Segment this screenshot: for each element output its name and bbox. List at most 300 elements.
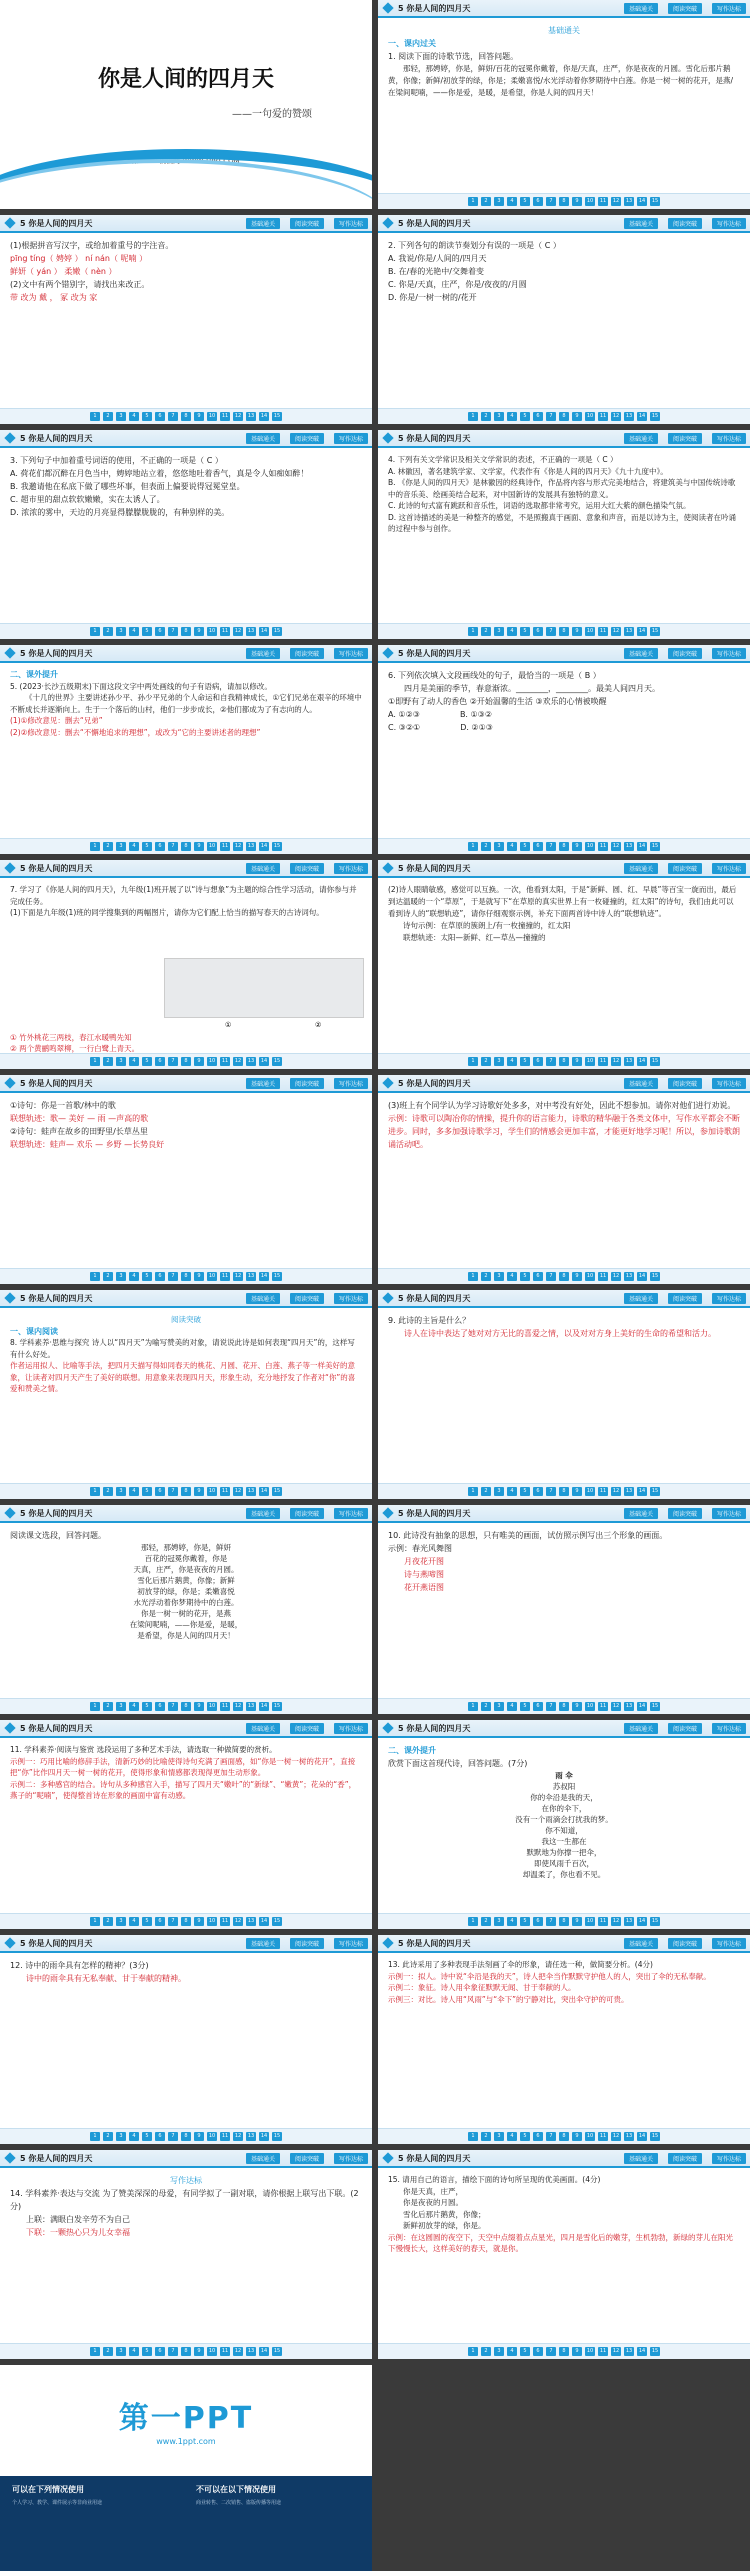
- page-button[interactable]: 13: [247, 2133, 255, 2139]
- tab-1[interactable]: 基础通关: [624, 1293, 658, 1304]
- page-button[interactable]: 12: [234, 1273, 242, 1279]
- page-button[interactable]: 13: [247, 1273, 255, 1279]
- page-button[interactable]: 14: [638, 198, 646, 204]
- page-button[interactable]: 7: [168, 1917, 178, 1926]
- tab-2[interactable]: 阅读突破: [290, 1723, 324, 1734]
- page-button[interactable]: 8: [181, 1917, 191, 1926]
- page-button[interactable]: 14: [638, 1058, 646, 1064]
- page-button[interactable]: 10: [586, 1703, 594, 1709]
- page-button[interactable]: 2: [481, 1487, 491, 1496]
- page-button[interactable]: 10: [208, 1058, 216, 1064]
- page-button[interactable]: 8: [181, 1272, 191, 1281]
- page-button[interactable]: 10: [208, 413, 216, 419]
- page-button[interactable]: 15: [651, 2348, 659, 2354]
- page-button[interactable]: 5: [142, 1057, 152, 1066]
- page-button[interactable]: 2: [103, 412, 113, 421]
- page-button[interactable]: 7: [546, 1917, 556, 1926]
- page-button[interactable]: 6: [533, 842, 543, 851]
- page-button[interactable]: 8: [181, 2347, 191, 2356]
- tab-3[interactable]: 写作达标: [334, 1938, 368, 1949]
- tab-2[interactable]: 阅读突破: [668, 3, 702, 14]
- page-button[interactable]: 1: [90, 627, 100, 636]
- page-button[interactable]: 10: [208, 628, 216, 634]
- page-button[interactable]: 5: [142, 2347, 152, 2356]
- page-button[interactable]: 1: [468, 2132, 478, 2141]
- page-button[interactable]: 12: [612, 1918, 620, 1924]
- page-button[interactable]: 11: [221, 413, 229, 419]
- page-button[interactable]: 9: [572, 1272, 582, 1281]
- page-button[interactable]: 2: [481, 1057, 491, 1066]
- page-button[interactable]: 13: [247, 628, 255, 634]
- page-button[interactable]: 6: [155, 1057, 165, 1066]
- page-button[interactable]: 13: [625, 1703, 633, 1709]
- page-button[interactable]: 14: [638, 1273, 646, 1279]
- page-button[interactable]: 5: [142, 1702, 152, 1711]
- page-button[interactable]: 10: [586, 2133, 594, 2139]
- page-button[interactable]: 12: [612, 1273, 620, 1279]
- tab-1[interactable]: 基础通关: [624, 648, 658, 659]
- page-button[interactable]: 1: [90, 1487, 100, 1496]
- page-button[interactable]: 9: [572, 627, 582, 636]
- page-button[interactable]: 6: [533, 1057, 543, 1066]
- page-button[interactable]: 12: [234, 2133, 242, 2139]
- page-button[interactable]: 10: [586, 2348, 594, 2354]
- page-button[interactable]: 5: [520, 197, 530, 206]
- tab-2[interactable]: 阅读突破: [290, 1293, 324, 1304]
- page-button[interactable]: 2: [481, 2132, 491, 2141]
- page-button[interactable]: 7: [546, 842, 556, 851]
- page-button[interactable]: 15: [651, 2133, 659, 2139]
- tab-2[interactable]: 阅读突破: [290, 648, 324, 659]
- page-button[interactable]: 1: [90, 1272, 100, 1281]
- page-button[interactable]: 1: [90, 1702, 100, 1711]
- page-button[interactable]: 4: [507, 1057, 517, 1066]
- page-button[interactable]: 11: [599, 1488, 607, 1494]
- page-button[interactable]: 2: [103, 1702, 113, 1711]
- tab-1[interactable]: 基础通关: [246, 648, 280, 659]
- page-button[interactable]: 2: [481, 1917, 491, 1926]
- page-button[interactable]: 8: [559, 627, 569, 636]
- page-button[interactable]: 3: [116, 1487, 126, 1496]
- page-button[interactable]: 12: [612, 1703, 620, 1709]
- tab-3[interactable]: 写作达标: [334, 648, 368, 659]
- page-button[interactable]: 15: [273, 413, 281, 419]
- page-button[interactable]: 3: [116, 1917, 126, 1926]
- tab-1[interactable]: 基础通关: [624, 433, 658, 444]
- page-button[interactable]: 12: [234, 2348, 242, 2354]
- tab-3[interactable]: 写作达标: [712, 218, 746, 229]
- page-button[interactable]: 7: [546, 1272, 556, 1281]
- page-button[interactable]: 2: [103, 2132, 113, 2141]
- page-button[interactable]: 3: [494, 627, 504, 636]
- tab-3[interactable]: 写作达标: [712, 433, 746, 444]
- page-button[interactable]: 8: [559, 412, 569, 421]
- page-button[interactable]: 4: [129, 2132, 139, 2141]
- page-button[interactable]: 1: [468, 2347, 478, 2356]
- tab-2[interactable]: 阅读突破: [668, 648, 702, 659]
- page-button[interactable]: 6: [155, 2132, 165, 2141]
- page-button[interactable]: 13: [247, 1918, 255, 1924]
- page-button[interactable]: 1: [90, 2347, 100, 2356]
- page-button[interactable]: 14: [260, 2348, 268, 2354]
- page-button[interactable]: 12: [234, 1058, 242, 1064]
- page-button[interactable]: 12: [234, 413, 242, 419]
- page-button[interactable]: 2: [103, 1057, 113, 1066]
- page-button[interactable]: 1: [468, 1487, 478, 1496]
- page-button[interactable]: 4: [507, 1272, 517, 1281]
- page-button[interactable]: 10: [208, 1273, 216, 1279]
- page-button[interactable]: 12: [234, 1488, 242, 1494]
- page-button[interactable]: 7: [168, 842, 178, 851]
- page-button[interactable]: 15: [651, 1918, 659, 1924]
- page-button[interactable]: 4: [129, 1702, 139, 1711]
- tab-1[interactable]: 基础通关: [246, 433, 280, 444]
- page-button[interactable]: 14: [638, 2348, 646, 2354]
- page-button[interactable]: 11: [599, 2133, 607, 2139]
- tab-3[interactable]: 写作达标: [712, 1723, 746, 1734]
- page-button[interactable]: 8: [181, 627, 191, 636]
- page-button[interactable]: 1: [468, 1272, 478, 1281]
- page-button[interactable]: 1: [468, 1702, 478, 1711]
- page-button[interactable]: 3: [494, 2347, 504, 2356]
- page-button[interactable]: 2: [481, 842, 491, 851]
- tab-2[interactable]: 阅读突破: [290, 1078, 324, 1089]
- page-button[interactable]: 5: [520, 627, 530, 636]
- page-button[interactable]: 8: [181, 1487, 191, 1496]
- page-button[interactable]: 10: [208, 1703, 216, 1709]
- page-button[interactable]: 12: [612, 843, 620, 849]
- page-button[interactable]: 13: [625, 1058, 633, 1064]
- page-button[interactable]: 1: [468, 412, 478, 421]
- page-button[interactable]: 15: [273, 1273, 281, 1279]
- page-button[interactable]: 12: [234, 1703, 242, 1709]
- page-button[interactable]: 9: [194, 2347, 204, 2356]
- tab-3[interactable]: 写作达标: [712, 648, 746, 659]
- page-button[interactable]: 9: [572, 1057, 582, 1066]
- tab-3[interactable]: 写作达标: [334, 433, 368, 444]
- page-button[interactable]: 14: [638, 1703, 646, 1709]
- page-button[interactable]: 11: [599, 413, 607, 419]
- tab-2[interactable]: 阅读突破: [290, 1508, 324, 1519]
- page-button[interactable]: 8: [181, 842, 191, 851]
- page-button[interactable]: 11: [221, 1273, 229, 1279]
- page-button[interactable]: 9: [572, 1702, 582, 1711]
- page-button[interactable]: 1: [90, 842, 100, 851]
- page-button[interactable]: 15: [651, 1058, 659, 1064]
- tab-3[interactable]: 写作达标: [334, 218, 368, 229]
- page-button[interactable]: 8: [559, 1702, 569, 1711]
- page-button[interactable]: 11: [599, 1703, 607, 1709]
- page-button[interactable]: 9: [194, 1917, 204, 1926]
- page-button[interactable]: 9: [572, 842, 582, 851]
- page-button[interactable]: 12: [612, 413, 620, 419]
- tab-3[interactable]: 写作达标: [334, 2153, 368, 2164]
- page-button[interactable]: 4: [507, 1487, 517, 1496]
- page-button[interactable]: 4: [129, 1917, 139, 1926]
- page-button[interactable]: 5: [520, 2132, 530, 2141]
- tab-2[interactable]: 阅读突破: [668, 2153, 702, 2164]
- page-button[interactable]: 9: [194, 627, 204, 636]
- page-button[interactable]: 6: [533, 197, 543, 206]
- page-button[interactable]: 8: [181, 412, 191, 421]
- page-button[interactable]: 7: [168, 2347, 178, 2356]
- page-button[interactable]: 6: [533, 1917, 543, 1926]
- page-button[interactable]: 12: [612, 2348, 620, 2354]
- page-button[interactable]: 6: [155, 2347, 165, 2356]
- tab-3[interactable]: 写作达标: [334, 1723, 368, 1734]
- page-button[interactable]: 4: [129, 627, 139, 636]
- page-button[interactable]: 10: [586, 1918, 594, 1924]
- page-button[interactable]: 8: [559, 2132, 569, 2141]
- page-button[interactable]: 9: [194, 2132, 204, 2141]
- page-button[interactable]: 4: [507, 1917, 517, 1926]
- tab-1[interactable]: 基础通关: [624, 1723, 658, 1734]
- page-button[interactable]: 3: [494, 197, 504, 206]
- page-button[interactable]: 11: [599, 843, 607, 849]
- page-button[interactable]: 11: [599, 628, 607, 634]
- page-button[interactable]: 6: [155, 627, 165, 636]
- page-button[interactable]: 11: [221, 2133, 229, 2139]
- page-button[interactable]: 15: [273, 628, 281, 634]
- page-button[interactable]: 7: [168, 1057, 178, 1066]
- page-button[interactable]: 13: [247, 843, 255, 849]
- page-button[interactable]: 15: [651, 413, 659, 419]
- page-button[interactable]: 9: [572, 412, 582, 421]
- page-button[interactable]: 4: [129, 1057, 139, 1066]
- page-button[interactable]: 10: [208, 2133, 216, 2139]
- page-button[interactable]: 9: [194, 842, 204, 851]
- page-button[interactable]: 14: [260, 1703, 268, 1709]
- page-button[interactable]: 3: [116, 2347, 126, 2356]
- tab-1[interactable]: 基础通关: [246, 1723, 280, 1734]
- page-button[interactable]: 14: [638, 2133, 646, 2139]
- page-button[interactable]: 3: [494, 412, 504, 421]
- page-button[interactable]: 2: [103, 627, 113, 636]
- page-button[interactable]: 14: [638, 843, 646, 849]
- page-button[interactable]: 3: [116, 842, 126, 851]
- page-button[interactable]: 5: [520, 1917, 530, 1926]
- page-button[interactable]: 6: [155, 1702, 165, 1711]
- page-button[interactable]: 5: [142, 1487, 152, 1496]
- page-button[interactable]: 7: [168, 2132, 178, 2141]
- page-button[interactable]: 12: [612, 198, 620, 204]
- page-button[interactable]: 6: [155, 412, 165, 421]
- page-button[interactable]: 14: [260, 1488, 268, 1494]
- page-button[interactable]: 3: [494, 1272, 504, 1281]
- tab-1[interactable]: 基础通关: [246, 1938, 280, 1949]
- page-button[interactable]: 13: [247, 1058, 255, 1064]
- page-button[interactable]: 12: [612, 2133, 620, 2139]
- tab-3[interactable]: 写作达标: [712, 1508, 746, 1519]
- page-button[interactable]: 2: [481, 197, 491, 206]
- page-button[interactable]: 6: [155, 1917, 165, 1926]
- page-button[interactable]: 4: [129, 412, 139, 421]
- page-button[interactable]: 2: [103, 1272, 113, 1281]
- page-button[interactable]: 4: [507, 2347, 517, 2356]
- tab-3[interactable]: 写作达标: [334, 1508, 368, 1519]
- page-button[interactable]: 15: [651, 1273, 659, 1279]
- page-button[interactable]: 13: [625, 413, 633, 419]
- tab-1[interactable]: 基础通关: [246, 2153, 280, 2164]
- page-button[interactable]: 6: [533, 1487, 543, 1496]
- page-button[interactable]: 8: [559, 1917, 569, 1926]
- page-button[interactable]: 11: [221, 1488, 229, 1494]
- page-button[interactable]: 10: [586, 843, 594, 849]
- page-button[interactable]: 5: [142, 1272, 152, 1281]
- page-button[interactable]: 7: [168, 1487, 178, 1496]
- tab-1[interactable]: 基础通关: [624, 863, 658, 874]
- tab-1[interactable]: 基础通关: [246, 1078, 280, 1089]
- tab-3[interactable]: 写作达标: [334, 863, 368, 874]
- tab-1[interactable]: 基础通关: [246, 1293, 280, 1304]
- page-button[interactable]: 13: [625, 628, 633, 634]
- page-button[interactable]: 7: [546, 197, 556, 206]
- page-button[interactable]: 8: [181, 2132, 191, 2141]
- page-button[interactable]: 15: [651, 1488, 659, 1494]
- page-button[interactable]: 13: [625, 198, 633, 204]
- page-button[interactable]: 14: [260, 628, 268, 634]
- page-button[interactable]: 6: [533, 627, 543, 636]
- page-button[interactable]: 7: [546, 412, 556, 421]
- page-button[interactable]: 4: [129, 1272, 139, 1281]
- page-button[interactable]: 15: [273, 2133, 281, 2139]
- page-button[interactable]: 7: [546, 1702, 556, 1711]
- page-button[interactable]: 13: [247, 1488, 255, 1494]
- page-button[interactable]: 4: [507, 197, 517, 206]
- tab-1[interactable]: 基础通关: [624, 1938, 658, 1949]
- tab-3[interactable]: 写作达标: [712, 1078, 746, 1089]
- page-button[interactable]: 9: [194, 412, 204, 421]
- page-button[interactable]: 14: [260, 2133, 268, 2139]
- page-button[interactable]: 2: [481, 627, 491, 636]
- tab-1[interactable]: 基础通关: [624, 1508, 658, 1519]
- page-button[interactable]: 14: [260, 1273, 268, 1279]
- page-button[interactable]: 4: [507, 842, 517, 851]
- page-button[interactable]: 3: [116, 627, 126, 636]
- tab-3[interactable]: 写作达标: [712, 863, 746, 874]
- page-button[interactable]: 7: [546, 1487, 556, 1496]
- page-button[interactable]: 13: [625, 2348, 633, 2354]
- page-button[interactable]: 5: [520, 1487, 530, 1496]
- page-button[interactable]: 15: [651, 198, 659, 204]
- page-button[interactable]: 15: [651, 628, 659, 634]
- page-button[interactable]: 5: [520, 842, 530, 851]
- page-button[interactable]: 6: [533, 2132, 543, 2141]
- page-button[interactable]: 11: [221, 2348, 229, 2354]
- page-button[interactable]: 5: [142, 412, 152, 421]
- page-button[interactable]: 3: [116, 2132, 126, 2141]
- page-button[interactable]: 13: [247, 1703, 255, 1709]
- page-button[interactable]: 10: [586, 198, 594, 204]
- page-button[interactable]: 15: [273, 1703, 281, 1709]
- page-button[interactable]: 14: [638, 1918, 646, 1924]
- page-button[interactable]: 4: [507, 2132, 517, 2141]
- page-button[interactable]: 11: [599, 1058, 607, 1064]
- page-button[interactable]: 12: [234, 628, 242, 634]
- page-button[interactable]: 10: [586, 1488, 594, 1494]
- page-button[interactable]: 10: [586, 1273, 594, 1279]
- page-button[interactable]: 13: [625, 1918, 633, 1924]
- page-button[interactable]: 6: [533, 1272, 543, 1281]
- page-button[interactable]: 5: [520, 2347, 530, 2356]
- page-button[interactable]: 12: [612, 1488, 620, 1494]
- page-button[interactable]: 3: [494, 1057, 504, 1066]
- page-button[interactable]: 13: [625, 1273, 633, 1279]
- page-button[interactable]: 14: [638, 1488, 646, 1494]
- tab-1[interactable]: 基础通关: [624, 3, 658, 14]
- page-button[interactable]: 7: [168, 1272, 178, 1281]
- page-button[interactable]: 3: [494, 2132, 504, 2141]
- page-button[interactable]: 12: [612, 1058, 620, 1064]
- tab-1[interactable]: 基础通关: [246, 863, 280, 874]
- tab-2[interactable]: 阅读突破: [668, 433, 702, 444]
- page-button[interactable]: 13: [247, 2348, 255, 2354]
- tab-3[interactable]: 写作达标: [712, 3, 746, 14]
- page-button[interactable]: 9: [194, 1702, 204, 1711]
- page-button[interactable]: 2: [481, 2347, 491, 2356]
- page-button[interactable]: 2: [481, 1272, 491, 1281]
- page-button[interactable]: 14: [260, 1058, 268, 1064]
- tab-3[interactable]: 写作达标: [712, 1293, 746, 1304]
- page-button[interactable]: 7: [546, 2347, 556, 2356]
- page-button[interactable]: 4: [129, 842, 139, 851]
- tab-2[interactable]: 阅读突破: [668, 863, 702, 874]
- page-button[interactable]: 6: [533, 2347, 543, 2356]
- page-button[interactable]: 12: [234, 1918, 242, 1924]
- page-button[interactable]: 14: [260, 413, 268, 419]
- page-button[interactable]: 10: [208, 843, 216, 849]
- page-button[interactable]: 13: [247, 413, 255, 419]
- page-button[interactable]: 5: [520, 1272, 530, 1281]
- page-button[interactable]: 10: [208, 1918, 216, 1924]
- tab-2[interactable]: 阅读突破: [290, 863, 324, 874]
- page-button[interactable]: 14: [638, 413, 646, 419]
- tab-1[interactable]: 基础通关: [624, 2153, 658, 2164]
- page-button[interactable]: 15: [651, 1703, 659, 1709]
- page-button[interactable]: 10: [586, 413, 594, 419]
- page-button[interactable]: 12: [234, 843, 242, 849]
- page-button[interactable]: 5: [142, 2132, 152, 2141]
- page-button[interactable]: 11: [221, 1918, 229, 1924]
- page-button[interactable]: 5: [142, 842, 152, 851]
- page-button[interactable]: 4: [507, 627, 517, 636]
- tab-2[interactable]: 阅读突破: [668, 1723, 702, 1734]
- page-button[interactable]: 11: [599, 1273, 607, 1279]
- page-button[interactable]: 15: [651, 843, 659, 849]
- page-button[interactable]: 3: [494, 1917, 504, 1926]
- tab-2[interactable]: 阅读突破: [290, 433, 324, 444]
- page-button[interactable]: 4: [129, 2347, 139, 2356]
- page-button[interactable]: 11: [599, 2348, 607, 2354]
- page-button[interactable]: 5: [142, 1917, 152, 1926]
- tab-2[interactable]: 阅读突破: [290, 2153, 324, 2164]
- page-button[interactable]: 8: [181, 1057, 191, 1066]
- page-button[interactable]: 8: [559, 1487, 569, 1496]
- page-button[interactable]: 11: [221, 628, 229, 634]
- page-button[interactable]: 12: [612, 628, 620, 634]
- page-button[interactable]: 5: [520, 1702, 530, 1711]
- page-button[interactable]: 2: [481, 412, 491, 421]
- page-button[interactable]: 9: [572, 1917, 582, 1926]
- page-button[interactable]: 5: [520, 1057, 530, 1066]
- page-button[interactable]: 11: [221, 843, 229, 849]
- page-button[interactable]: 3: [494, 1487, 504, 1496]
- page-button[interactable]: 3: [116, 1272, 126, 1281]
- tab-2[interactable]: 阅读突破: [668, 218, 702, 229]
- page-button[interactable]: 15: [273, 1058, 281, 1064]
- page-button[interactable]: 1: [90, 1057, 100, 1066]
- page-button[interactable]: 3: [494, 1702, 504, 1711]
